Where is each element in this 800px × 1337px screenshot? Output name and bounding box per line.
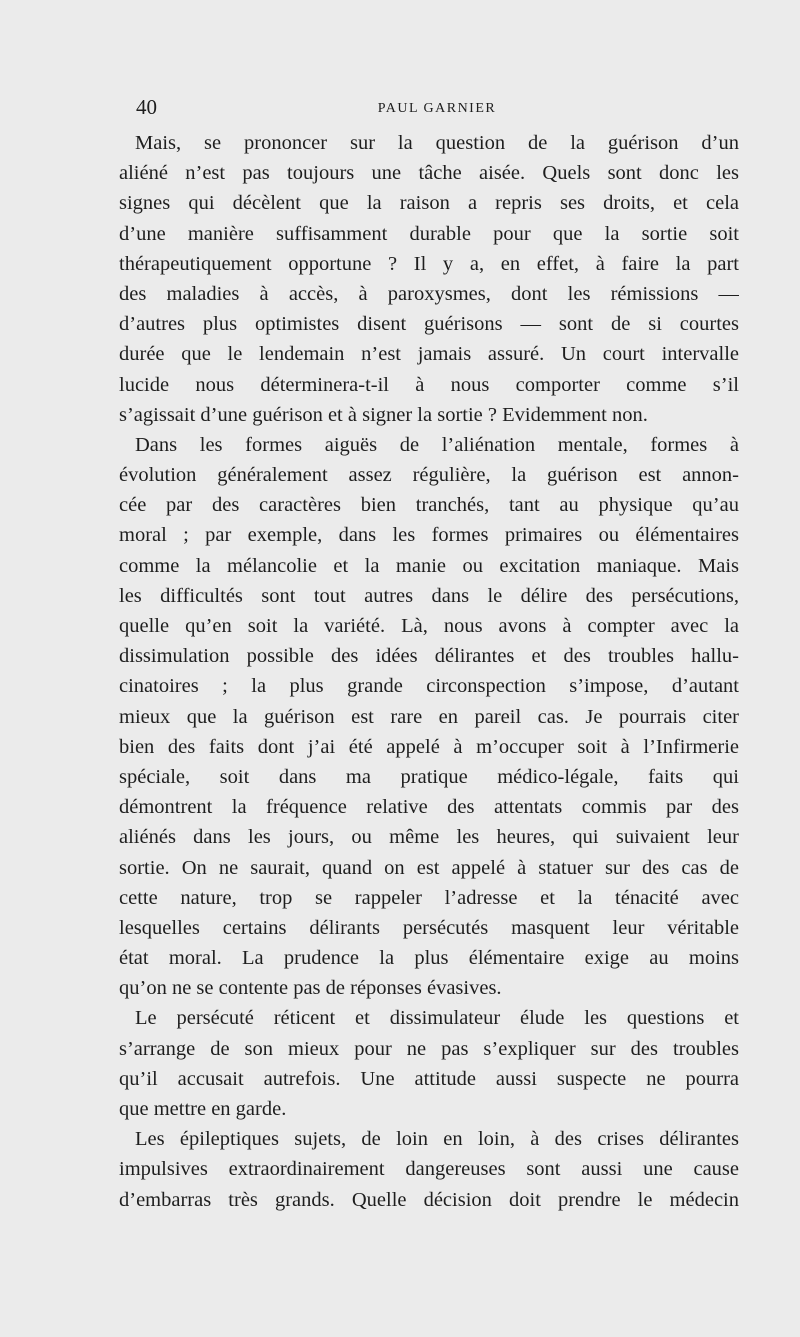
paragraph [119, 1003, 739, 1124]
text-line: s’agissait d’une guérison et à signer la sortie ? Evidemment non. [119, 403, 648, 426]
text-line: cinatoires ; la plus grande circonspection s’impose, d’autant [119, 675, 739, 698]
text-line: lucide nous déterminera-t-il à nous comporter comme s’il [119, 373, 739, 396]
paragraph [119, 1124, 739, 1215]
text-line: d’embarras très grands. Quelle décision doit prendre le médecin [119, 1188, 739, 1211]
text-line: état moral. La prudence la plus élémentaire exige au moins [119, 947, 739, 970]
text-line: moral ; par exemple, dans les formes primaires ou élémentaires [119, 524, 739, 547]
text-line: bien des faits dont j’ai été appelé à m’occuper soit à l’Infirmerie [119, 735, 739, 758]
text-line: d’une manière suffisamment durable pour que la sortie soit [119, 222, 739, 245]
paragraph [119, 128, 739, 430]
text-line: s’arrange de son mieux pour ne pas s’expliquer sur des troubles [119, 1037, 739, 1060]
text-line: aliénés dans les jours, ou même les heures, qui suivaient leur [119, 826, 739, 849]
text-line: qu’il accusait autrefois. Une attitude aussi suspecte ne pourra [119, 1067, 739, 1090]
text-line: dissimulation possible des idées délirantes et des troubles hallu- [119, 645, 739, 668]
text-line: comme la mélancolie et la manie ou excitation maniaque. Mais [119, 554, 739, 577]
text-line: cette nature, trop se rappeler l’adresse et la ténacité avec [119, 886, 739, 909]
text-line: que mettre en garde. [119, 1098, 287, 1120]
text-line: mieux que la guérison est rare en pareil cas. Je pourrais citer [119, 705, 739, 728]
text-line: des maladies à accès, à paroxysmes, dont les rémissions — [119, 282, 739, 305]
text-line: qu’on ne se contente pas de réponses évasives. [119, 977, 502, 1000]
text-line: d’autres plus optimistes disent guérisons — sont de si courtes [119, 313, 739, 336]
text-line: quelle qu’en soit la variété. Là, nous avons à compter avec la [119, 615, 739, 637]
text-line: Dans les formes aiguës de l’aliénation mentale, formes à [135, 433, 739, 456]
text-line: sortie. On ne saurait, quand on est appelé à statuer sur des cas de [119, 856, 739, 879]
paragraph [119, 430, 739, 1004]
text-line: évolution généralement assez régulière, la guérison est annon- [119, 464, 739, 487]
text-line: durée que le lendemain n’est jamais assuré. Un court intervalle [119, 343, 739, 366]
body-text [119, 128, 739, 1215]
text-line: spéciale, soit dans ma pratique médico-légale, faits qui [119, 765, 739, 788]
text-line: cée par des caractères bien tranchés, tant au physique qu’au [119, 494, 739, 517]
text-line: impulsives extraordinairement dangereuses sont aussi une cause [119, 1158, 739, 1181]
text-line: Le persécuté réticent et dissimulateur élude les questions et [135, 1007, 739, 1030]
text-line: lesquelles certains délirants persécutés masquent leur véritable [119, 916, 739, 939]
text-line: signes qui décèlent que la raison a repris ses droits, et cela [119, 192, 739, 215]
page-header [136, 92, 738, 122]
running-head: PAUL GARNIER [377, 101, 497, 116]
text-line: aliéné n’est pas toujours une tâche aisée. Quels sont donc les [119, 162, 739, 185]
text-line: les difficultés sont tout autres dans le délire des persécutions, [119, 584, 739, 607]
text-line: démontrent la fréquence relative des attentats commis par des [119, 796, 739, 819]
text-line: Mais, se prononcer sur la question de la guérison d’un [135, 132, 739, 154]
text-line: thérapeutiquement opportune ? Il y a, en effet, à faire la part [119, 252, 739, 275]
text-line: Les épileptiques sujets, de loin en loin, à des crises délirantes [135, 1128, 739, 1151]
page-number: 40 [136, 95, 157, 119]
